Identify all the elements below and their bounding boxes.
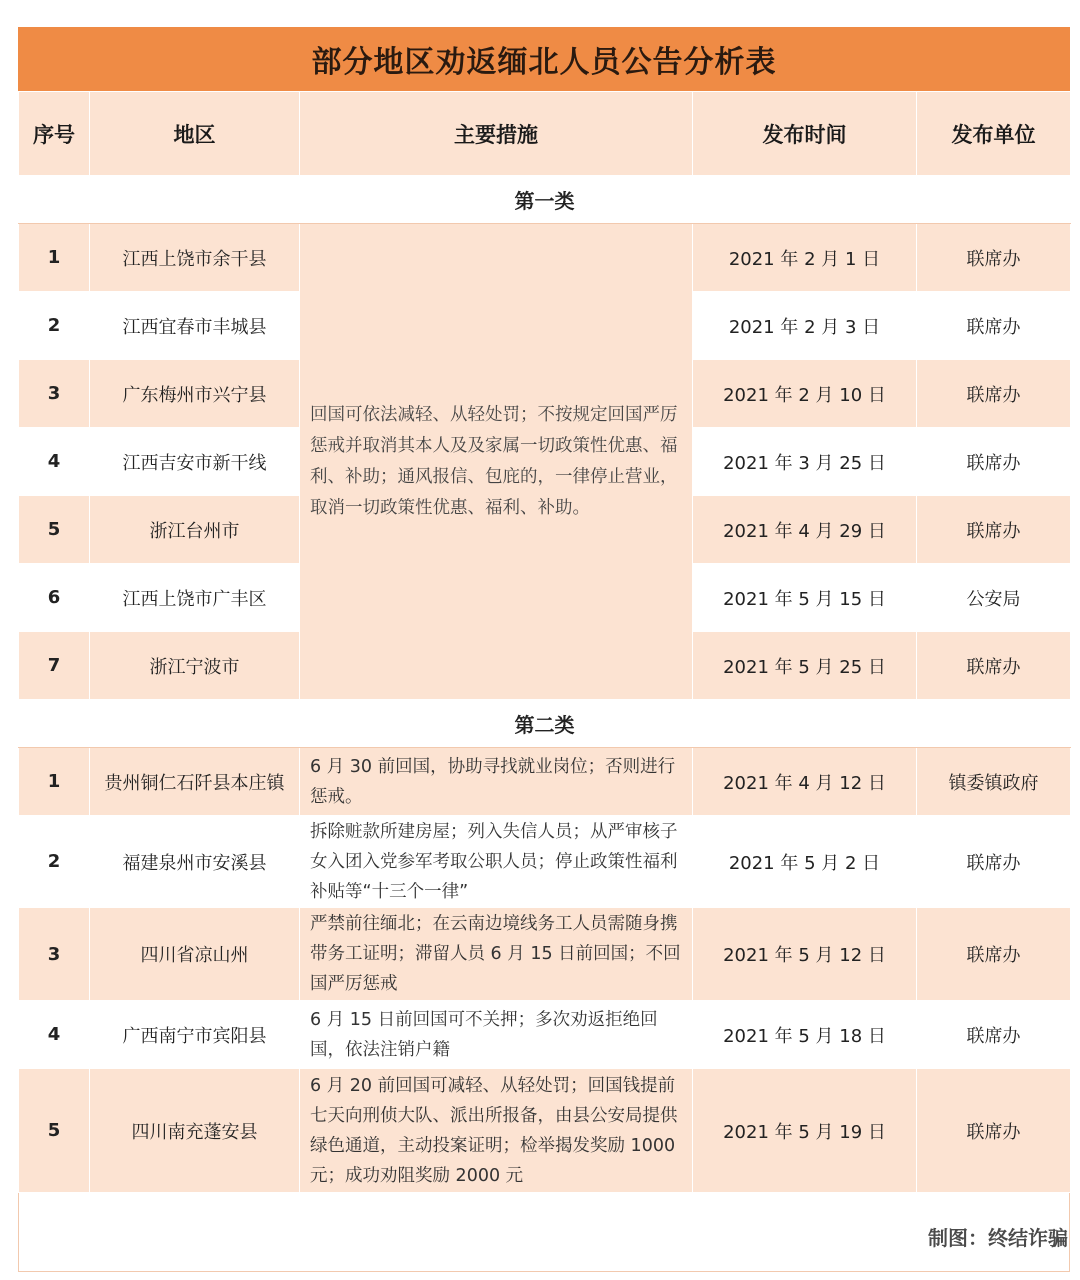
- row-unit: 联席办: [917, 428, 1071, 496]
- row-unit: 联席办: [917, 1069, 1071, 1193]
- row-measure: 6 月 20 前回国可减轻、从轻处罚；回国钱提前七天向刑侦大队、派出所报备，由县公安局提供绿色通道，主动投案证明；检举揭发奖励 1000 元；成功劝阻奖励 2000 元: [300, 1069, 693, 1193]
- header-date: 发布时间: [693, 92, 917, 176]
- table-title: 部分地区劝返缅北人员公告分析表: [18, 27, 1070, 91]
- category-row: [19, 176, 1071, 224]
- table-row: [19, 816, 1071, 908]
- row-date: 2021 年 5 月 25 日: [693, 632, 917, 700]
- row-unit: 公安局: [917, 564, 1071, 632]
- row-no: 7: [19, 632, 90, 700]
- row-measure: 6 月 30 前回国，协助寻找就业岗位；否则进行惩戒。: [300, 748, 693, 816]
- row-region: 贵州铜仁石阡县本庄镇: [90, 748, 300, 816]
- row-unit: 联席办: [917, 1001, 1071, 1069]
- row-region: 广东梅州市兴宁县: [90, 360, 300, 428]
- table-row: [19, 748, 1071, 816]
- category-label: 第一类: [19, 176, 1071, 224]
- row-unit: 联席办: [917, 224, 1071, 292]
- table-row: [19, 1069, 1071, 1193]
- header-region: 地区: [90, 92, 300, 176]
- row-date: 2021 年 4 月 29 日: [693, 496, 917, 564]
- row-date: 2021 年 2 月 1 日: [693, 224, 917, 292]
- announcement-table: [18, 91, 1071, 1193]
- category-label: 第二类: [19, 700, 1071, 748]
- row-region: 四川南充蓬安县: [90, 1069, 300, 1193]
- row-no: 4: [19, 1001, 90, 1069]
- row-date: 2021 年 2 月 3 日: [693, 292, 917, 360]
- row-region: 江西上饶市广丰区: [90, 564, 300, 632]
- row-date: 2021 年 3 月 25 日: [693, 428, 917, 496]
- header-measures: 主要措施: [300, 92, 693, 176]
- row-unit: 联席办: [917, 632, 1071, 700]
- row-region: 广西南宁市宾阳县: [90, 1001, 300, 1069]
- row-no: 4: [19, 428, 90, 496]
- row-region: 江西上饶市余干县: [90, 224, 300, 292]
- row-unit: 联席办: [917, 816, 1071, 908]
- table-row: [19, 224, 1071, 292]
- row-region: 江西吉安市新干线: [90, 428, 300, 496]
- row-unit: 联席办: [917, 292, 1071, 360]
- row-no: 1: [19, 224, 90, 292]
- row-measure: 6 月 15 日前回国可不关押；多次劝返拒绝回国，依法注销户籍: [300, 1001, 693, 1069]
- row-measure: 严禁前往缅北；在云南边境线务工人员需随身携带务工证明；滞留人员 6 月 15 日前回国；不回国严厉惩戒: [300, 908, 693, 1001]
- row-no: 3: [19, 360, 90, 428]
- category-row: [19, 700, 1071, 748]
- row-no: 2: [19, 292, 90, 360]
- row-unit: 联席办: [917, 496, 1071, 564]
- table-row: [19, 908, 1071, 1001]
- row-date: 2021 年 2 月 10 日: [693, 360, 917, 428]
- row-region: 四川省凉山州: [90, 908, 300, 1001]
- row-no: 5: [19, 496, 90, 564]
- row-no: 2: [19, 816, 90, 908]
- header-row: [19, 92, 1071, 176]
- table-row: [19, 1001, 1071, 1069]
- row-region: 浙江宁波市: [90, 632, 300, 700]
- row-unit: 联席办: [917, 908, 1071, 1001]
- row-no: 6: [19, 564, 90, 632]
- header-no: 序号: [19, 92, 90, 176]
- row-date: 2021 年 5 月 15 日: [693, 564, 917, 632]
- row-measure: 拆除赃款所建房屋；列入失信人员；从严审核子女入团入党参军考取公职人员；停止政策性福利补贴等“十三个一律”: [300, 816, 693, 908]
- row-no: 1: [19, 748, 90, 816]
- row-region: 浙江台州市: [90, 496, 300, 564]
- row-date: 2021 年 5 月 19 日: [693, 1069, 917, 1193]
- row-unit: 联席办: [917, 360, 1071, 428]
- row-date: 2021 年 5 月 2 日: [693, 816, 917, 908]
- row-no: 3: [19, 908, 90, 1001]
- row-date: 2021 年 5 月 18 日: [693, 1001, 917, 1069]
- row-date: 2021 年 5 月 12 日: [693, 908, 917, 1001]
- credit-footer: 制图：终结诈骗: [928, 1226, 1068, 1250]
- row-region: 江西宜春市丰城县: [90, 292, 300, 360]
- header-unit: 发布单位: [917, 92, 1071, 176]
- row-unit: 镇委镇政府: [917, 748, 1071, 816]
- row-region: 福建泉州市安溪县: [90, 816, 300, 908]
- row-no: 5: [19, 1069, 90, 1193]
- shared-measure: 回国可依法减轻、从轻处罚；不按规定回国严厉惩戒并取消其本人及及家属一切政策性优惠、福利、补助；通风报信、包庇的，一律停止营业，取消一切政策性优惠、福利、补助。: [300, 224, 693, 700]
- row-date: 2021 年 4 月 12 日: [693, 748, 917, 816]
